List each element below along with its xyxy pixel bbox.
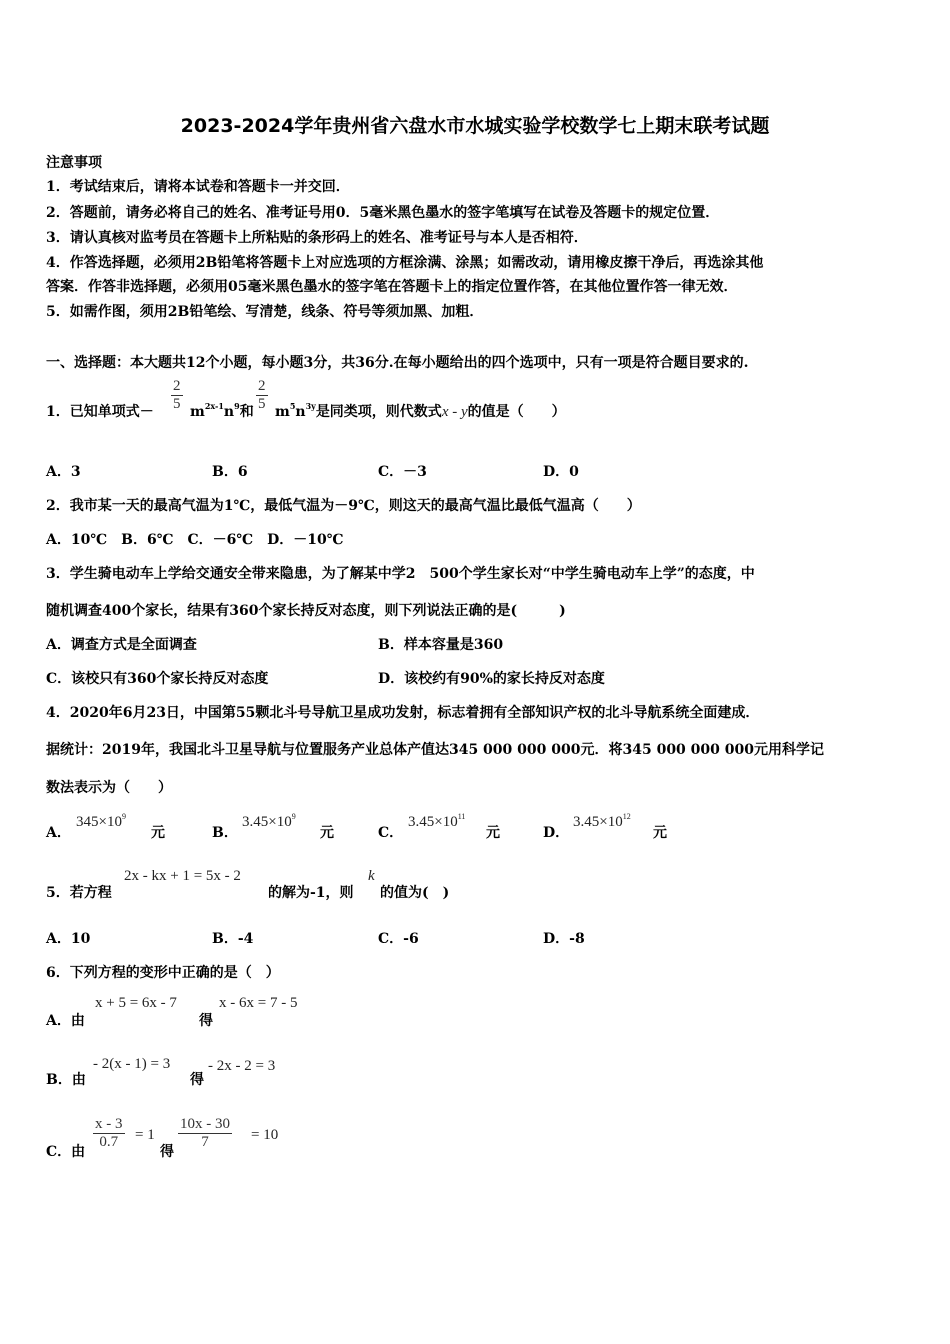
question-4-line: 4．2020年6月23日，中国第55颗北斗号导航卫星成功发射，标志着拥有全部知识产权的北斗导航系统全面建成． <box>46 705 760 721</box>
option-d: D．-8 <box>543 931 585 947</box>
notice-item: 3．请认真核对监考员在答题卡上所粘贴的条形码上的姓名、准考证号与本人是否相符． <box>46 230 588 246</box>
monomial-1: $m^{2x-1}n^9$和 <box>190 401 254 420</box>
equation-rhs: = 1 <box>135 1127 155 1143</box>
option-b-value: $3.45\times 10^9$ <box>242 812 296 830</box>
notice-item: 答案．作答非选择题，必须用05毫米黑色墨水的签字笔在答题卡上的指定位置作答，在其他位置作答一律无效． <box>46 279 738 295</box>
equation: - 2x - 2 = 3 <box>208 1058 276 1074</box>
notice-item: 5．如需作图，须用2B铅笔绘、写清楚，线条、符号等须加黑、加粗． <box>46 304 484 320</box>
fraction: $\frac{2}{5}$ <box>173 378 181 412</box>
question-5-mid: 的解为-1，则 <box>268 885 354 901</box>
option-b-label: B． <box>212 825 238 841</box>
notice-item: 4．作答选择题，必须用2B铅笔将答题卡上对应选项的方框涂满、涂黑；如需改动，请用橡皮擦干净后，再选涂其他 <box>46 255 764 271</box>
derive-word: 得 <box>160 1144 174 1160</box>
derive-word: 得 <box>190 1072 204 1088</box>
equation: - 2(x - 1) = 3 <box>93 1056 171 1072</box>
question-2-options: A．10℃ B．6℃ C．－6℃ D．－10℃ <box>46 532 344 548</box>
option-a: A．10 <box>46 931 91 947</box>
option-a-label: A． <box>46 825 71 841</box>
option-d-value: $3.45\times 10^{12}$ <box>573 812 631 830</box>
question-1-prefix: 1．已知单项式－ <box>46 404 154 420</box>
equation: x + 5 = 6x - 7 <box>95 995 177 1011</box>
question-3-line: 3．学生骑电动车上学给交通安全带来隐患，为了解某中学2 500个学生家长对“中学生骑电动车上学”的态度，中 <box>46 566 755 582</box>
equation: x - 6x = 7 - 5 <box>219 995 298 1011</box>
option-b: B．样本容量是360 <box>378 637 504 653</box>
option-c: C．－3 <box>378 464 427 480</box>
notice-item: 2．答题前，请务必将自己的姓名、准考证号用0．5毫米黑色墨水的签字笔填写在试卷及答题卡的规定位置． <box>46 205 720 221</box>
option-d: D．该校约有90%的家长持反对态度 <box>378 671 605 687</box>
option-b-unit: 元 <box>320 825 334 841</box>
option-c-label: C． <box>378 825 404 841</box>
question-6: 6．下列方程的变形中正确的是（ ） <box>46 965 280 981</box>
notice-item: 1．考试结束后，请将本试卷和答题卡一并交回． <box>46 179 350 195</box>
question-5-suffix: 的值为( ) <box>380 885 450 901</box>
equation-rhs: = 10 <box>251 1127 279 1143</box>
option-a-value: $345\times 10^9$ <box>76 812 126 830</box>
notice-heading: 注意事项 <box>46 155 102 171</box>
option-d-label: D． <box>543 825 570 841</box>
fraction: $\frac{10x - 30}{7}$ <box>180 1116 230 1150</box>
option-c-unit: 元 <box>486 825 500 841</box>
derive-word: 得 <box>199 1013 213 1029</box>
equation: 2x - kx + 1 = 5x - 2 <box>124 868 241 884</box>
page-title: 2023-2024学年贵州省六盘水市水城实验学校数学七上期末联考试题 <box>180 115 770 137</box>
option-d: D．0 <box>543 464 579 480</box>
option-c: C．-6 <box>378 931 419 947</box>
question-3-line: 随机调查400个家长，结果有360个家长持反对态度，则下列说法正确的是( ) <box>46 603 566 619</box>
option-b: B．-4 <box>212 931 254 947</box>
option-a: A．调查方式是全面调查 <box>46 637 197 653</box>
monomial-2: $m^5n^{3y}$是同类项，则代数式x - y的值是（ ） <box>275 401 566 420</box>
option-c: C．该校只有360个家长持反对态度 <box>46 671 269 687</box>
option-b-label: B．由 <box>46 1072 86 1088</box>
option-c-value: $3.45\times 10^{11}$ <box>408 812 466 830</box>
question-4-line: 据统计：2019年，我国北斗卫星导航与位置服务产业总体产值达345 000 000 000元．将345 000 000 000元用科学记 <box>46 742 824 758</box>
option-b: B．6 <box>212 464 248 480</box>
variable-k: k <box>368 868 375 884</box>
option-a: A．3 <box>46 464 81 480</box>
section-heading: 一、选择题：本大题共12个小题，每小题3分，共36分.在每小题给出的四个选项中，只有一项是符合题目要求的. <box>46 355 749 371</box>
question-5-prefix: 5．若方程 <box>46 885 112 901</box>
question-4-line: 数法表示为（ ） <box>46 780 172 796</box>
option-a-label: A．由 <box>46 1013 85 1029</box>
fraction: $\frac{x - 3}{0.7}$ <box>95 1116 123 1150</box>
fraction: $\frac{2}{5}$ <box>258 378 266 412</box>
option-a-unit: 元 <box>151 825 165 841</box>
option-c-label: C．由 <box>46 1144 86 1160</box>
question-2: 2．我市某一天的最高气温为1℃，最低气温为－9℃，则这天的最高气温比最低气温高（ ） <box>46 498 641 514</box>
option-d-unit: 元 <box>653 825 667 841</box>
